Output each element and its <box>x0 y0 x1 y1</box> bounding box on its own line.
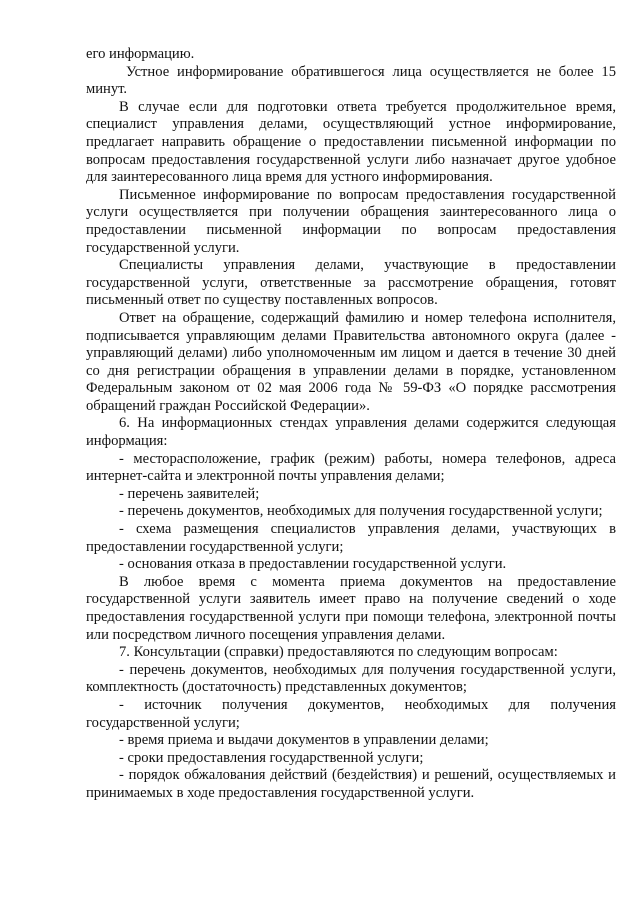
paragraph-oral-duration: Устное информирование обратившегося лица осуществляется не более 15 минут. <box>86 63 616 98</box>
list-item-source: - источник получения документов, необходимых для получения государственной услуги; <box>86 696 616 731</box>
list-item-documents: - перечень документов, необходимых для получения государственной услуги; <box>119 503 603 520</box>
list-item-refusal: - основания отказа в предоставлении государственной услуги. <box>119 556 507 573</box>
document-body <box>86 46 616 803</box>
list-item-location: - месторасположение, график (режим) работы, номера телефонов, адреса интернет-сайта и электронной почты управления делами; <box>86 450 616 485</box>
paragraph-long-preparation: В случае если для подготовки ответа требуется продолжительное время, специалист управления делами, осуществляющий устное информирование, предлагает направить обращение о предоставлении письменной информации по вопросам предоставления государственной услуги либо назначает другое удобное для заинтересованного лица время для устного информирования. <box>86 98 616 186</box>
paragraph-written-informing: Письменное информирование по вопросам предоставления государственной услуги осуществляется при получении обращения заинтересованного лица о предоставлении письменной информации по вопросам предоставления государственной услуги. <box>86 186 616 256</box>
paragraph-section-6: 6. На информационных стендах управления делами содержится следующая информация: <box>86 415 616 450</box>
paragraph-section-7: 7. Консультации (справки) предоставляются по следующим вопросам: <box>119 644 558 661</box>
paragraph-specialists: Специалисты управления делами, участвующие в предоставлении государственной услуги, ответственные за рассмотрение обращения, готовят письменный ответ по существу поставленных вопросов. <box>86 257 616 309</box>
paragraph-any-time: В любое время с момента приема документов на предоставление государственной услуги заявитель имеет право на получение сведений о ходе предоставления государственной услуги при помощи телефона, электронной почты или посредством личного посещения управления делами. <box>86 573 616 643</box>
list-item-documents-completeness: - перечень документов, необходимых для получения государственной услуги, комплектность (достаточность) представленных документов; <box>86 661 616 696</box>
paragraph-continuation: его информацию. <box>86 46 195 62</box>
paragraph-reply: Ответ на обращение, содержащий фамилию и номер телефона исполнителя, подписывается управляющим делами Правительства автономного округа (далее - управляющий делами) либо уполномоченным им лицом и дается в течение 30 дней со дня регистрации обращения в управлении делами в порядке, установленном Федеральным законом от 02 мая 2006 года № 59-ФЗ «О порядке рассмотрения обращений граждан Российской Федерации». <box>86 309 616 414</box>
list-item-reception-time: - время приема и выдачи документов в управлении делами; <box>119 732 489 749</box>
list-item-applicants: - перечень заявителей; <box>119 485 260 502</box>
list-item-terms: - сроки предоставления государственной услуги; <box>119 749 424 766</box>
list-item-appeal: - порядок обжалования действий (бездействия) и решений, осуществляемых и принимаемых в ходе предоставления государственной услуги. <box>86 767 616 801</box>
list-item-scheme: - схема размещения специалистов управления делами, участвующих в предоставлении государственной услуги; <box>86 521 616 555</box>
